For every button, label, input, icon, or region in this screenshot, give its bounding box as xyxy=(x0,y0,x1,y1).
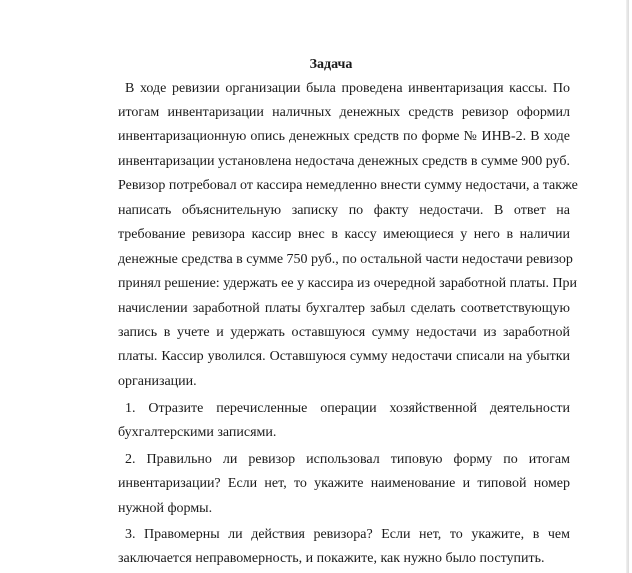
text-line: запись в учете и удержать оставшуюся сумму недостачи из заработной xyxy=(118,325,570,340)
text-line: денежные средства в сумме 750 руб., по остальной части недостачи ревизор xyxy=(118,252,573,267)
page-edge-divider xyxy=(626,0,629,573)
text-line: 2. Правильно ли ревизор использовал типовую форму по итогам xyxy=(125,452,570,467)
text-line: организации. xyxy=(118,374,197,389)
text-line: заключается неправомерность, и покажите, как нужно было поступить. xyxy=(118,551,545,566)
text-line: требование ревизора кассир внес в кассу имеющиеся у него в наличии xyxy=(118,227,570,242)
text-line: начислении заработной платы бухгалтер забыл сделать соответствующую xyxy=(118,301,570,316)
text-line: итогам инвентаризации наличных денежных средств ревизор оформил xyxy=(118,105,570,120)
text-line: нужной формы. xyxy=(118,501,213,516)
page-title: Задача xyxy=(309,57,353,72)
text-line: Ревизор потребовал от кассира немедленно внести сумму недостачи, а также xyxy=(118,178,578,193)
text-line: 3. Правомерны ли действия ревизора? Если нет, то укажите, в чем xyxy=(125,527,570,542)
text-line: инвентаризации установлена недостача денежных средств в сумме 900 руб. xyxy=(118,154,570,169)
text-line: В ходе ревизии организации была проведена инвентаризация кассы. По xyxy=(125,81,570,96)
text-line: принял решение: удержать ее у кассира из очередной заработной платы. При xyxy=(118,276,578,291)
text-line: написать объяснительную записку по факту недостачи. В ответ на xyxy=(118,203,570,218)
text-line: бухгалтерскими записями. xyxy=(118,425,277,440)
text-line: 1. Отразите перечисленные операции хозяйственной деятельности xyxy=(125,401,570,416)
text-line: инвентаризации? Если нет, то укажите наименование и типовой номер xyxy=(118,476,570,491)
text-line: инвентаризационную опись денежных средств по форме № ИНВ-2. В ходе xyxy=(118,129,570,144)
text-line: платы. Кассир уволился. Оставшуюся сумму недостачи списали на убытки xyxy=(118,349,570,364)
